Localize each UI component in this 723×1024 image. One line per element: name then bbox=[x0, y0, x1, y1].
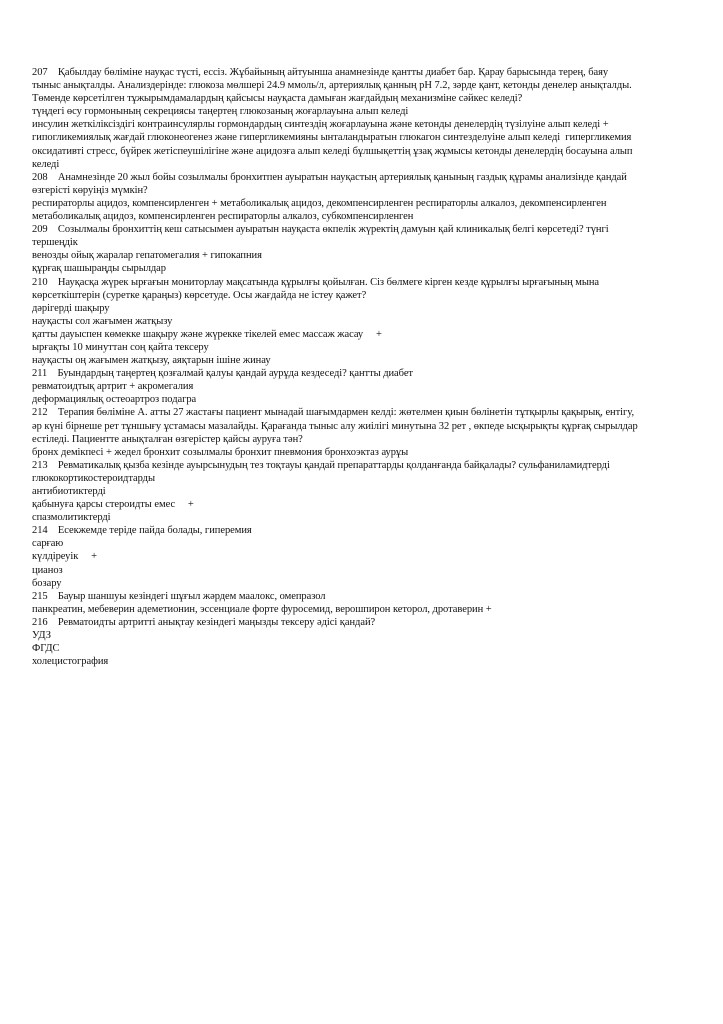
text-line: науқасты сол жағымен жатқызу bbox=[32, 315, 173, 327]
text-line: бронх демікпесі + жедел бронхит созылмалы бронхит пневмония бронхоэктаз аурұы bbox=[32, 446, 409, 458]
text-line: панкреатин, мебеверин адеметионин, эссенциале форте фуросемид, верошпирон кеторол, дротаверин + bbox=[32, 603, 492, 615]
text-line: қатты дауыспен көмекке шақыру және жүрекке тікелей емес массаж жасау + bbox=[32, 328, 382, 340]
text-line: инсулин жеткіліксіздігі контраинсулярлы гормондардың синтездің жоғарлауына және кетонды денелердің түзілуіне алып келеді + bbox=[32, 119, 609, 131]
text-line: 208 Анамнезінде 20 жыл бойы созылмалы бронхитпен ауыратын науқастың артериялық қанының газдық құрамы анализінде қандай bbox=[32, 171, 627, 183]
text-line: 210 Науқасқа жүрек ырғағын мониторлау мақсатында құрылғы қойылған. Сіз бөлмеге кірген кезде құрылғы ырғағының мына bbox=[32, 276, 600, 288]
text-line: гипогликемиялық жағдай глюконеогенез және гипергликемияны ынталандыратын глюкагон синтезделуіне алып келеді гипергликемия bbox=[32, 132, 632, 144]
text-line: естіледі. Пациентте анықталған өзгерістер қайсы ауруға тән? bbox=[32, 433, 303, 445]
text-line: тыныс анықталды. Анализдерінде: глюкоза мөлшері 24.9 ммоль/л, артериялық қанның рН 7.2, зәрде қант, кетонды денелер анықталды. bbox=[32, 80, 632, 92]
text-line: сарғаю bbox=[32, 538, 64, 550]
text-line: метаболикалық ацидоз, компенсирленген респираторлы алкалоз, субкомпенсирленген bbox=[32, 211, 414, 223]
text-line: холецистография bbox=[32, 656, 109, 668]
text-line: 215 Бауыр шаншуы кезіндегі шұғыл жәрдем маалокс, омепразол bbox=[32, 590, 326, 602]
text-line: антибиотиктерді bbox=[32, 486, 106, 497]
text-line: деформациялық остеоартроз подагра bbox=[32, 394, 197, 406]
text-line: құрғақ шашыраңды сырылдар bbox=[32, 263, 166, 275]
text-line: спазмолитиктерді bbox=[32, 512, 111, 524]
document-page bbox=[32, 66, 697, 668]
text-line: 214 Есекжемде теріде пайда болады, гиперемия bbox=[32, 525, 252, 537]
text-line: әр күні бірнеше рет тұншығу ұстамасы мазалайды. Қарағанда тыныс алу жиілігі минутына 32 рет , өкпеде ысқырықты құрғақ сырылдар bbox=[32, 420, 638, 432]
text-line: оксидативті стресс, бүйрек жетіспеушілігіне және ацидозға алып келеді бұлшықеттің ұзақ жұмысы кетонды денелердің босауына алып bbox=[32, 145, 633, 157]
text-line: бозару bbox=[32, 577, 62, 589]
text-line: күлдіреуік + bbox=[32, 551, 98, 563]
text-line: цианоз bbox=[32, 564, 63, 576]
text-line: дәрігерді шақыру bbox=[32, 302, 110, 314]
text-line: глюкокортикостероидтарды bbox=[32, 472, 155, 484]
text-line: 213 Ревматикалық қызба кезінде ауырсынудың тез тоқтауы қандай препараттарды қолданғанда байқалады? сульфаниламидтерді bbox=[32, 459, 610, 471]
text-line: 216 Ревматоидты артритті анықтау кезіндегі маңызды тексеру әдісі қандай? bbox=[32, 616, 376, 628]
text-line: келеді bbox=[32, 158, 60, 170]
text-line: көрсеткіштерін (суретке қараңыз) көрсетуде. Осы жағдайда не істеу қажет? bbox=[32, 289, 367, 301]
text-line: ырғақты 10 минуттан соң қайта тексеру bbox=[32, 341, 209, 353]
text-line: 211 Буындардың таңертең қозғалмай қалуы қандай аурұда кездеседі? қантты диабет bbox=[32, 368, 413, 380]
text-line: түңдегі өсу гормонының секрециясы таңертең глюкозаның жоғарлауына алып келеді bbox=[32, 106, 409, 118]
text-line: тершеңдік bbox=[32, 237, 78, 249]
text-line: 209 Созылмалы бронхиттің кеш сатысымен ауыратын науқаста өкпелік жүректің дамуын қай клиникалық белгі көрсетеді? түнгі bbox=[32, 224, 609, 236]
text-line: венозды ойық жаралар гепатомегалия + гипокапния bbox=[32, 250, 262, 262]
text-line: УДЗ bbox=[32, 630, 51, 642]
text-line: респираторлы ацидоз, компенсирленген + метаболикалық ацидоз, декомпенсирленген респираторлы алкалоз, декомпенсирленген bbox=[32, 197, 607, 209]
text-line: өзгерісті көруіңіз мүмкін? bbox=[32, 184, 148, 196]
text-line: Төменде көрсетілген тұжырымдамалардың қайсысы науқаста дамыған жағдайдың механизміне сәйкес келеді? bbox=[32, 93, 523, 105]
text-line: 207 Қабылдау бөліміне науқас түсті, ессіз. Жұбайының айтуынша анамнезінде қантты диабет бар. Қарау барысында терең, баяу bbox=[32, 67, 609, 78]
text-line: қабынуға қарсы стероидты емес + bbox=[32, 499, 194, 511]
text-line: 212 Терапия бөліміне А. атты 27 жастағы пациент мынадай шағымдармен келді: жөтелмен қиын бөлінетін тұтқырлы қақырық, ентігу, bbox=[32, 407, 635, 419]
text-line: науқасты оң жағымен жатқызу, аяқтарын ішіне жинау bbox=[32, 355, 271, 367]
text-line: ревматоидтық артрит + акромегалия bbox=[32, 381, 194, 393]
text-line: ФГДС bbox=[32, 643, 60, 655]
